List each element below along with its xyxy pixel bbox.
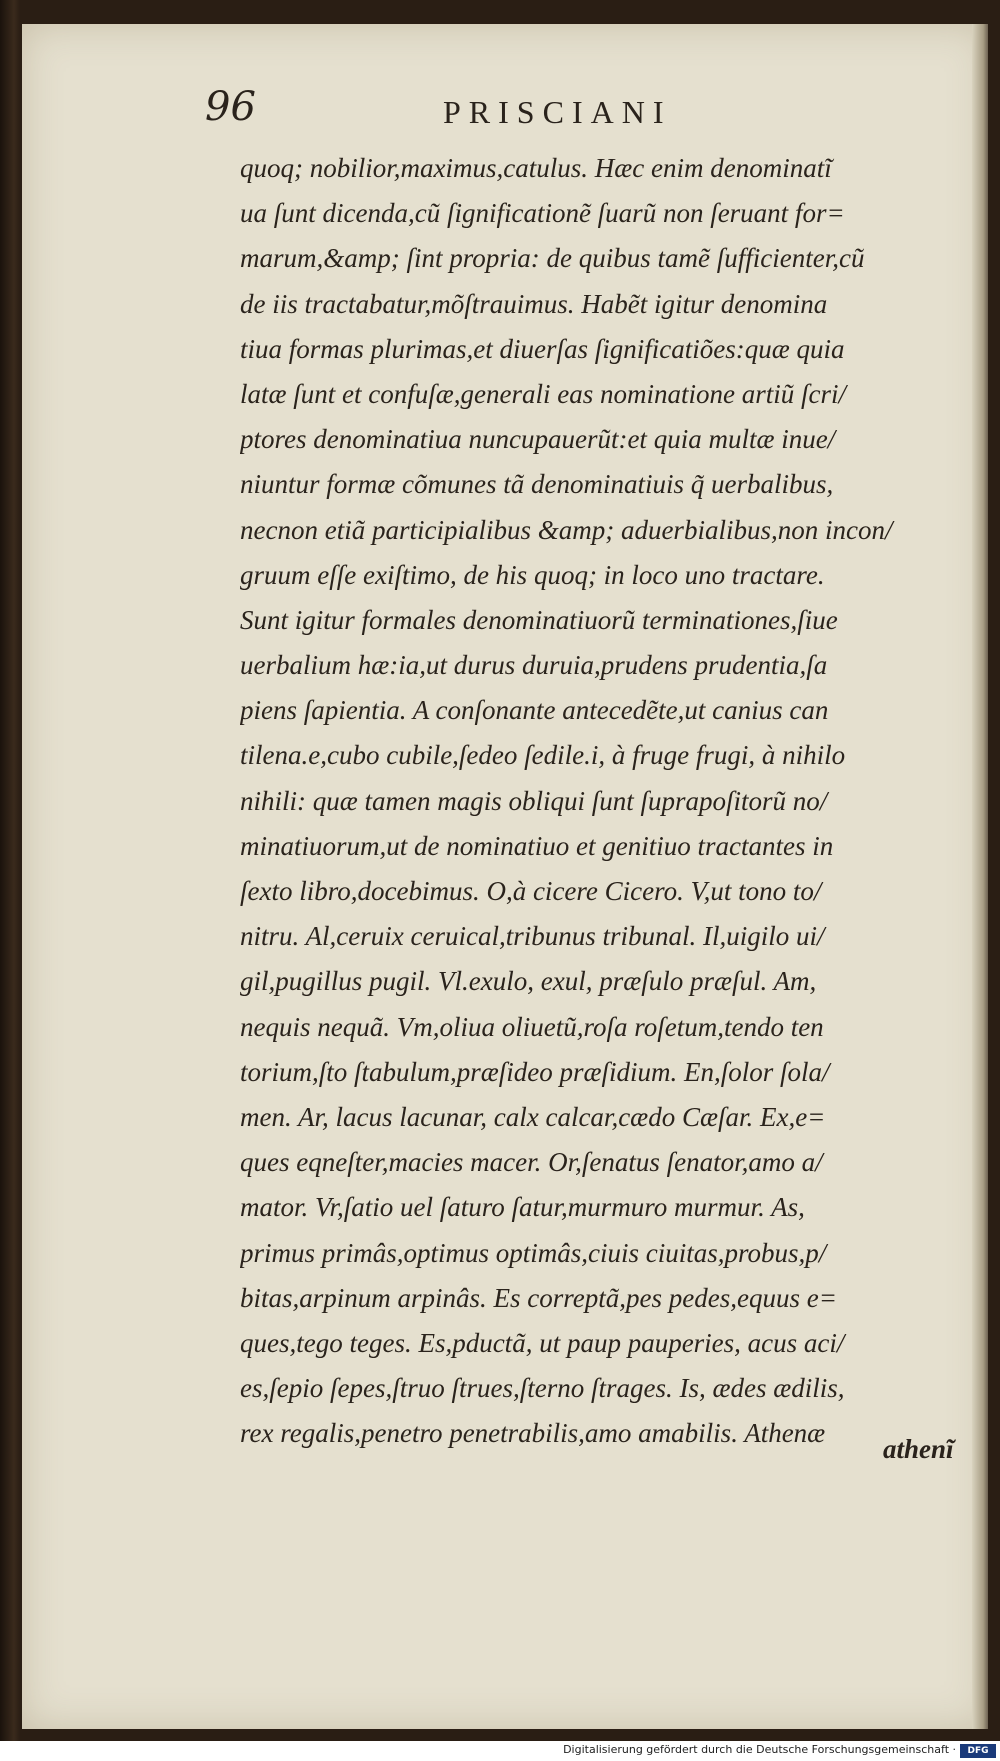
text-line: ques,tego teges. Es,pductã, ut paup pauperies, acus aci/ xyxy=(240,1327,845,1358)
text-line: nequis nequã. Vm,oliua oliuetũ,roſa roſetum,tendo ten xyxy=(240,1011,824,1042)
text-line: ptores denominatiua nuncupauerũt:et quia multæ inue/ xyxy=(240,424,836,455)
catchword: athenĩ xyxy=(883,1434,954,1464)
funding-credit: Digitalisierung gefördert durch die Deutsche Forschungsgemeinschaft · xyxy=(563,1743,956,1756)
text-line: piens ſapientia. A conſonante antecedẽte,ut canius can xyxy=(240,695,829,726)
text-line: rex regalis,penetro penetrabilis,amo amabilis. Athenæ xyxy=(240,1418,826,1449)
text-line: tiua formas plurimas,et diuerſas ſignificatiões:quæ quia xyxy=(240,333,845,364)
text-line: bitas,arpinum arpinâs. Es correptã,pes pedes,equus e= xyxy=(240,1282,837,1313)
running-head: PRISCIANI xyxy=(443,94,672,130)
text-line: uerbalium hæ:ia,ut durus duruia,prudens prudentia,ſa xyxy=(240,650,828,681)
text-line: ua ſunt dicenda,cũ ſignificationẽ ſuarũ non ſeruant for= xyxy=(240,198,845,229)
digitization-footer xyxy=(0,1741,1000,1761)
text-line: necnon etiã participialibus &amp; aduerbialibus,non incon/ xyxy=(240,514,893,545)
text-line: de iis tractabatur,mõſtrauimus. Habẽt igitur denomina xyxy=(240,288,828,319)
page-number: 96 xyxy=(205,84,256,130)
text-line: quoq; nobilior,maximus,catulus. Hæc enim denominatĩ xyxy=(240,153,832,183)
page-header xyxy=(205,78,945,148)
text-line: gil,pugillus pugil. Vl.exulo, exul, præſulo præſul. Am, xyxy=(240,966,817,997)
dfg-logo: DFG xyxy=(960,1744,996,1758)
text-line: torium,ſto ſtabulum,præſideo præſidium. En,ſolor ſola/ xyxy=(240,1056,830,1087)
text-line: tilena.e,cubo cubile,ſedeo ſedile.i, à fruge frugi, à nihilo xyxy=(240,740,846,771)
text-line: latæ ſunt et confuſæ,generali eas nominatione artiũ ſcri/ xyxy=(240,378,846,409)
text-block xyxy=(240,146,945,1456)
text-line: es,ſepio ſepes,ſtruo ſtrues,ſterno ſtrages. Is, ædes ædilis, xyxy=(240,1373,845,1404)
text-line: nihili: quæ tamen magis obliqui ſunt ſuprapoſitorũ no/ xyxy=(240,785,828,816)
text-line: ques eqneſter,macies macer. Or,ſenatus ſenator,amo a/ xyxy=(240,1147,823,1178)
text-line: nitru. Al,ceruix ceruical,tribunus tribunal. Il,uigilo ui/ xyxy=(240,921,825,952)
text-line: niuntur formæ cõmunes tã denominatiuis q̃ uerbalibus, xyxy=(240,469,834,500)
text-line: gruum eſſe exiſtimo, de his quoq; in loco uno tractare. xyxy=(240,559,825,590)
text-line: mator. Vr,ſatio uel ſaturo ſatur,murmuro murmur. As, xyxy=(240,1192,805,1223)
text-line: minatiuorum,ut de nominatiuo et genitiuo tractantes in xyxy=(240,830,834,861)
page-gutter-shadow xyxy=(972,24,988,1729)
text-line: marum,&amp; ſint propria: de quibus tamẽ ſufficienter,cũ xyxy=(240,243,865,274)
text-line: men. Ar, lacus lacunar, calx calcar,cædo Cæſar. Ex,e= xyxy=(240,1101,826,1132)
text-line: Sunt igitur formales denominatiuorũ terminationes,ſiue xyxy=(240,604,838,635)
text-line: primus primâs,optimus optimâs,ciuis ciuitas,probus,p/ xyxy=(240,1237,827,1268)
text-line: ſexto libro,docebimus. O,à cicere Cicero. V,ut tono to/ xyxy=(240,876,822,906)
